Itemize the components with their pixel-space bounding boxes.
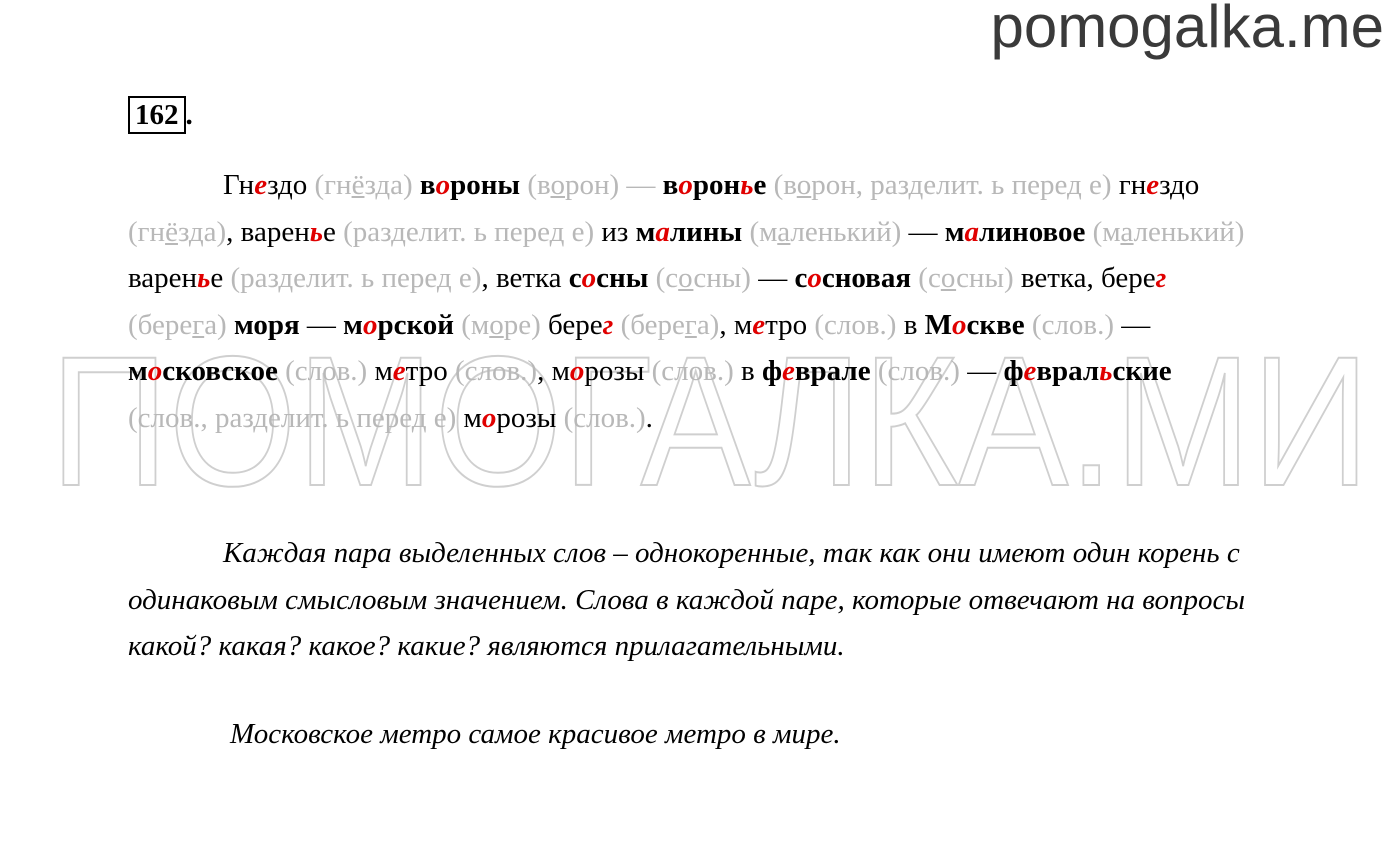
site-logo[interactable]: pomogalka.me <box>990 0 1384 60</box>
conclusion-text: Каждая пара выделенных слов – однокоренные, так как они имеют один корень с одинаковым смысловым значением. Слова в каждой паре, которые отвечают на вопросы какой? какая? какое? какие? являются прилагательными. <box>128 537 1246 662</box>
exercise-text: Гнездо (гнёзда) вороны (ворон) — воронье (ворон, разделит. ь перед е) гнездо (гнёзда), варенье (разделит. ь перед е) из малины (маленький) — малиновое (маленький) варенье (разделит. ь перед е), ветка сосны (сосны) — сосновая (сосны) ветка, берег (берега) моря — морской (море) берег (берега), метро (слов.) в Москве (слов.) — московское (слов.) метро (слов.), морозы (слов.) в феврале (слов.) — февральские (слов., разделит. ь перед е) морозы (слов.). <box>128 169 1245 434</box>
example-sentence: Московское метро самое красивое метро в мире. <box>230 718 841 750</box>
task-number: 162 . <box>128 96 193 134</box>
watermark-text: ПОМОГАЛКА.МИ <box>50 345 1370 505</box>
